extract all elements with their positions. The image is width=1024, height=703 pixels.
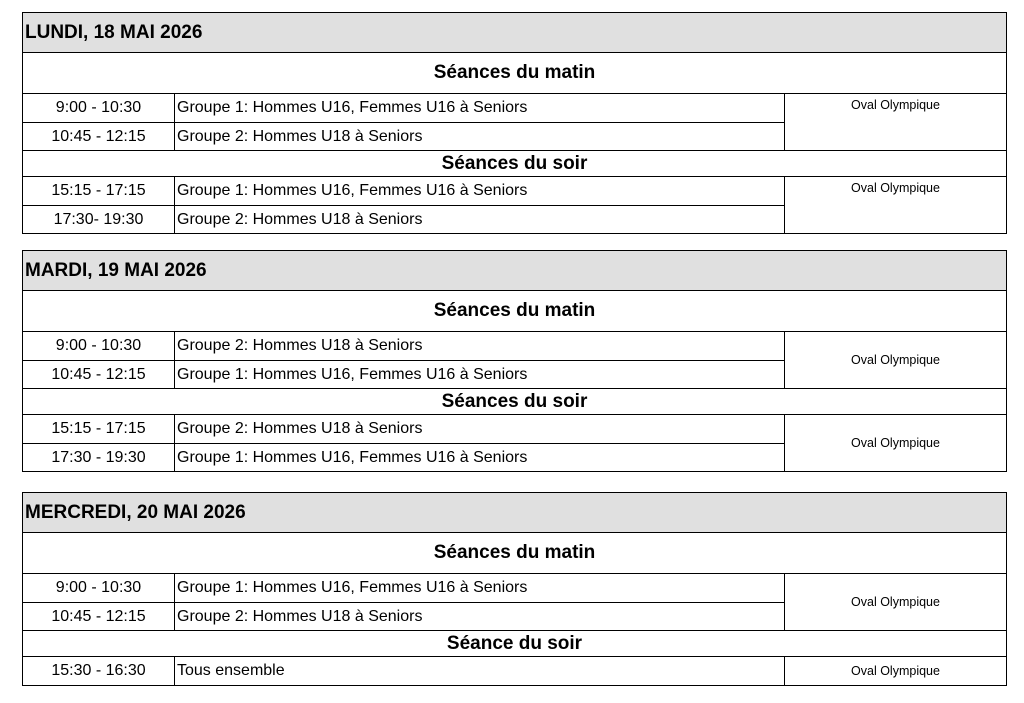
table-row: [23, 94, 785, 122]
day-schedule-wednesday: [22, 492, 1007, 686]
day-title: LUNDI, 18 MAI 2026: [23, 13, 1006, 53]
slot-time: 9:00 - 10:30: [23, 574, 175, 602]
venue-label: Oval Olympique: [851, 181, 940, 195]
table-row: [23, 205, 785, 233]
slot-group: Groupe 2: Hommes U18 à Seniors: [175, 603, 785, 630]
slot-group: Groupe 2: Hommes U18 à Seniors: [175, 206, 785, 233]
venue-label: Oval Olympique: [851, 664, 940, 678]
session-morning-label: Séances du matin: [23, 53, 1006, 94]
venue-label: Oval Olympique: [851, 436, 940, 450]
slot-group: Groupe 2: Hommes U18 à Seniors: [175, 332, 785, 360]
session-morning-block: [23, 94, 1006, 150]
slot-time: 15:15 - 17:15: [23, 177, 175, 205]
slot-time: 15:30 - 16:30: [23, 657, 175, 685]
slot-time: 15:15 - 17:15: [23, 415, 175, 443]
slot-time: 10:45 - 12:15: [23, 603, 175, 630]
session-evening-label: Séance du soir: [23, 630, 1006, 657]
table-row: [23, 574, 785, 602]
session-evening-label: Séances du soir: [23, 150, 1006, 177]
session-morning-block: [23, 332, 1006, 388]
slot-time: 17:30 - 19:30: [23, 444, 175, 471]
table-row: [23, 122, 785, 150]
slot-group: Groupe 2: Hommes U18 à Seniors: [175, 123, 785, 150]
table-row: [23, 443, 785, 471]
session-morning-label: Séances du matin: [23, 533, 1006, 574]
session-morning-label: Séances du matin: [23, 291, 1006, 332]
day-schedule-monday: [22, 12, 1007, 234]
table-row: [23, 415, 785, 443]
table-row: [23, 332, 785, 360]
day-schedule-tuesday: [22, 250, 1007, 472]
venue-label: Oval Olympique: [851, 353, 940, 367]
slot-group: Tous ensemble: [175, 657, 785, 685]
slot-group: Groupe 2: Hommes U18 à Seniors: [175, 415, 785, 443]
day-title: MARDI, 19 MAI 2026: [23, 251, 1006, 291]
session-evening-block: [23, 657, 1006, 685]
slot-time: 10:45 - 12:15: [23, 361, 175, 388]
slot-group: Groupe 1: Hommes U16, Femmes U16 à Seniors: [175, 574, 785, 602]
session-evening-block: [23, 415, 1006, 471]
slot-group: Groupe 1: Hommes U16, Femmes U16 à Seniors: [175, 94, 785, 122]
table-row: [23, 360, 785, 388]
slot-time: 17:30- 19:30: [23, 206, 175, 233]
session-evening-label: Séances du soir: [23, 388, 1006, 415]
venue-label: Oval Olympique: [851, 595, 940, 609]
slot-group: Groupe 1: Hommes U16, Femmes U16 à Seniors: [175, 177, 785, 205]
slot-group: Groupe 1: Hommes U16, Femmes U16 à Seniors: [175, 444, 785, 471]
day-title: MERCREDI, 20 MAI 2026: [23, 493, 1006, 533]
slot-time: 9:00 - 10:30: [23, 94, 175, 122]
table-row: [23, 657, 785, 685]
table-row: [23, 602, 785, 630]
session-evening-block: [23, 177, 1006, 233]
slot-time: 10:45 - 12:15: [23, 123, 175, 150]
slot-time: 9:00 - 10:30: [23, 332, 175, 360]
table-row: [23, 177, 785, 205]
slot-group: Groupe 1: Hommes U16, Femmes U16 à Seniors: [175, 361, 785, 388]
session-morning-block: [23, 574, 1006, 630]
venue-label: Oval Olympique: [851, 98, 940, 112]
